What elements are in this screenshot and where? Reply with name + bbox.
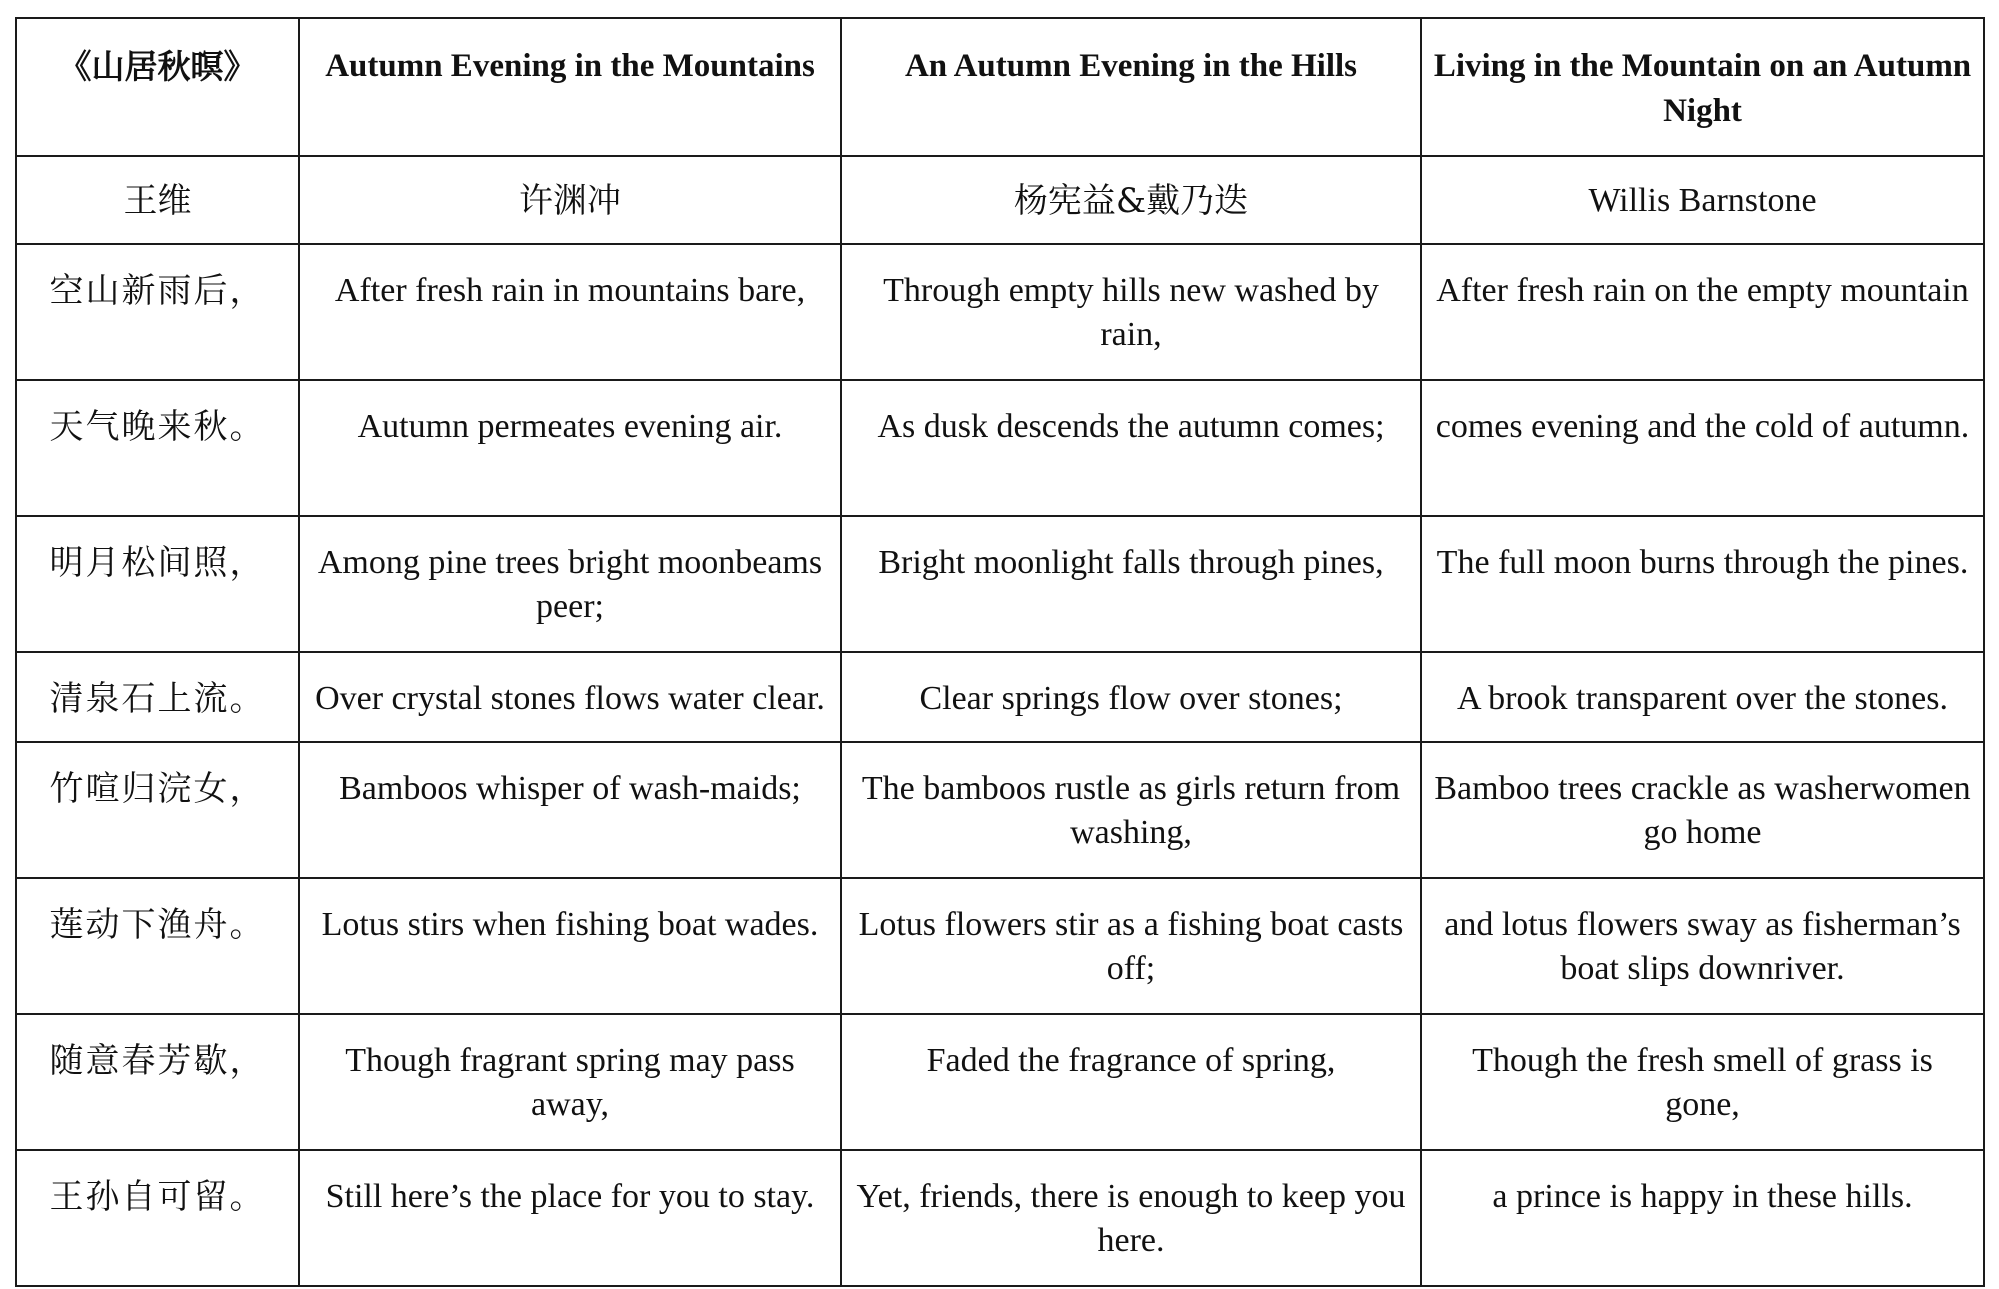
translation-cell: Among pine trees bright moonbeams peer; xyxy=(299,516,841,652)
table-row xyxy=(16,878,1984,1014)
author-cell-translator-3: Willis Barnstone xyxy=(1421,156,1984,244)
table-row xyxy=(16,1150,1984,1286)
original-line-cell: 莲动下渔舟。 xyxy=(16,878,299,1014)
translation-cell: The bamboos rustle as girls return from washing, xyxy=(841,742,1421,878)
translation-cell: After fresh rain in mountains bare, xyxy=(299,244,841,380)
table-row xyxy=(16,652,1984,742)
translation-cell: The full moon burns through the pines. xyxy=(1421,516,1984,652)
original-line-cell: 王孙自可留。 xyxy=(16,1150,299,1286)
original-line-cell: 竹喧归浣女， xyxy=(16,742,299,878)
header-row xyxy=(16,18,1984,156)
translation-cell: Bright moonlight falls through pines, xyxy=(841,516,1421,652)
author-cell-original: 王维 xyxy=(16,156,299,244)
header-cell-poem-title: 《山居秋暝》 xyxy=(16,18,299,156)
translation-cell: A brook transparent over the stones. xyxy=(1421,652,1984,742)
translation-cell: Autumn permeates evening air. xyxy=(299,380,841,516)
original-line-cell: 天气晚来秋。 xyxy=(16,380,299,516)
translation-cell: comes evening and the cold of autumn. xyxy=(1421,380,1984,516)
translation-cell: Faded the fragrance of spring, xyxy=(841,1014,1421,1150)
original-line-cell: 清泉石上流。 xyxy=(16,652,299,742)
translation-cell: Over crystal stones flows water clear. xyxy=(299,652,841,742)
translation-cell: Lotus flowers stir as a fishing boat casts off; xyxy=(841,878,1421,1014)
author-row xyxy=(16,156,1984,244)
author-cell-translator-2: 杨宪益&戴乃迭 xyxy=(841,156,1421,244)
translation-cell: a prince is happy in these hills. xyxy=(1421,1150,1984,1286)
table-row xyxy=(16,244,1984,380)
table-row xyxy=(16,1014,1984,1150)
original-line-cell: 明月松间照， xyxy=(16,516,299,652)
translation-cell: Clear springs flow over stones; xyxy=(841,652,1421,742)
translation-cell: Yet, friends, there is enough to keep you here. xyxy=(841,1150,1421,1286)
author-cell-translator-1: 许渊冲 xyxy=(299,156,841,244)
translation-cell: Though fragrant spring may pass away, xyxy=(299,1014,841,1150)
translation-cell: After fresh rain on the empty mountain xyxy=(1421,244,1984,380)
translation-cell: Though the fresh smell of grass is gone, xyxy=(1421,1014,1984,1150)
translation-cell: and lotus flowers sway as fisherman’s boat slips downriver. xyxy=(1421,878,1984,1014)
table-row xyxy=(16,742,1984,878)
header-cell-translation-3: Living in the Mountain on an Autumn Night xyxy=(1421,18,1984,156)
translation-comparison-table xyxy=(15,17,1985,1287)
header-cell-translation-2: An Autumn Evening in the Hills xyxy=(841,18,1421,156)
translation-cell: Bamboos whisper of wash-maids; xyxy=(299,742,841,878)
header-cell-translation-1: Autumn Evening in the Mountains xyxy=(299,18,841,156)
original-line-cell: 随意春芳歇， xyxy=(16,1014,299,1150)
translation-cell: Through empty hills new washed by rain, xyxy=(841,244,1421,380)
table-row xyxy=(16,516,1984,652)
original-line-cell: 空山新雨后， xyxy=(16,244,299,380)
table-row xyxy=(16,380,1984,516)
translation-cell: Bamboo trees crackle as washerwomen go home xyxy=(1421,742,1984,878)
translation-cell: As dusk descends the autumn comes; xyxy=(841,380,1421,516)
translation-cell: Lotus stirs when fishing boat wades. xyxy=(299,878,841,1014)
translation-cell: Still here’s the place for you to stay. xyxy=(299,1150,841,1286)
